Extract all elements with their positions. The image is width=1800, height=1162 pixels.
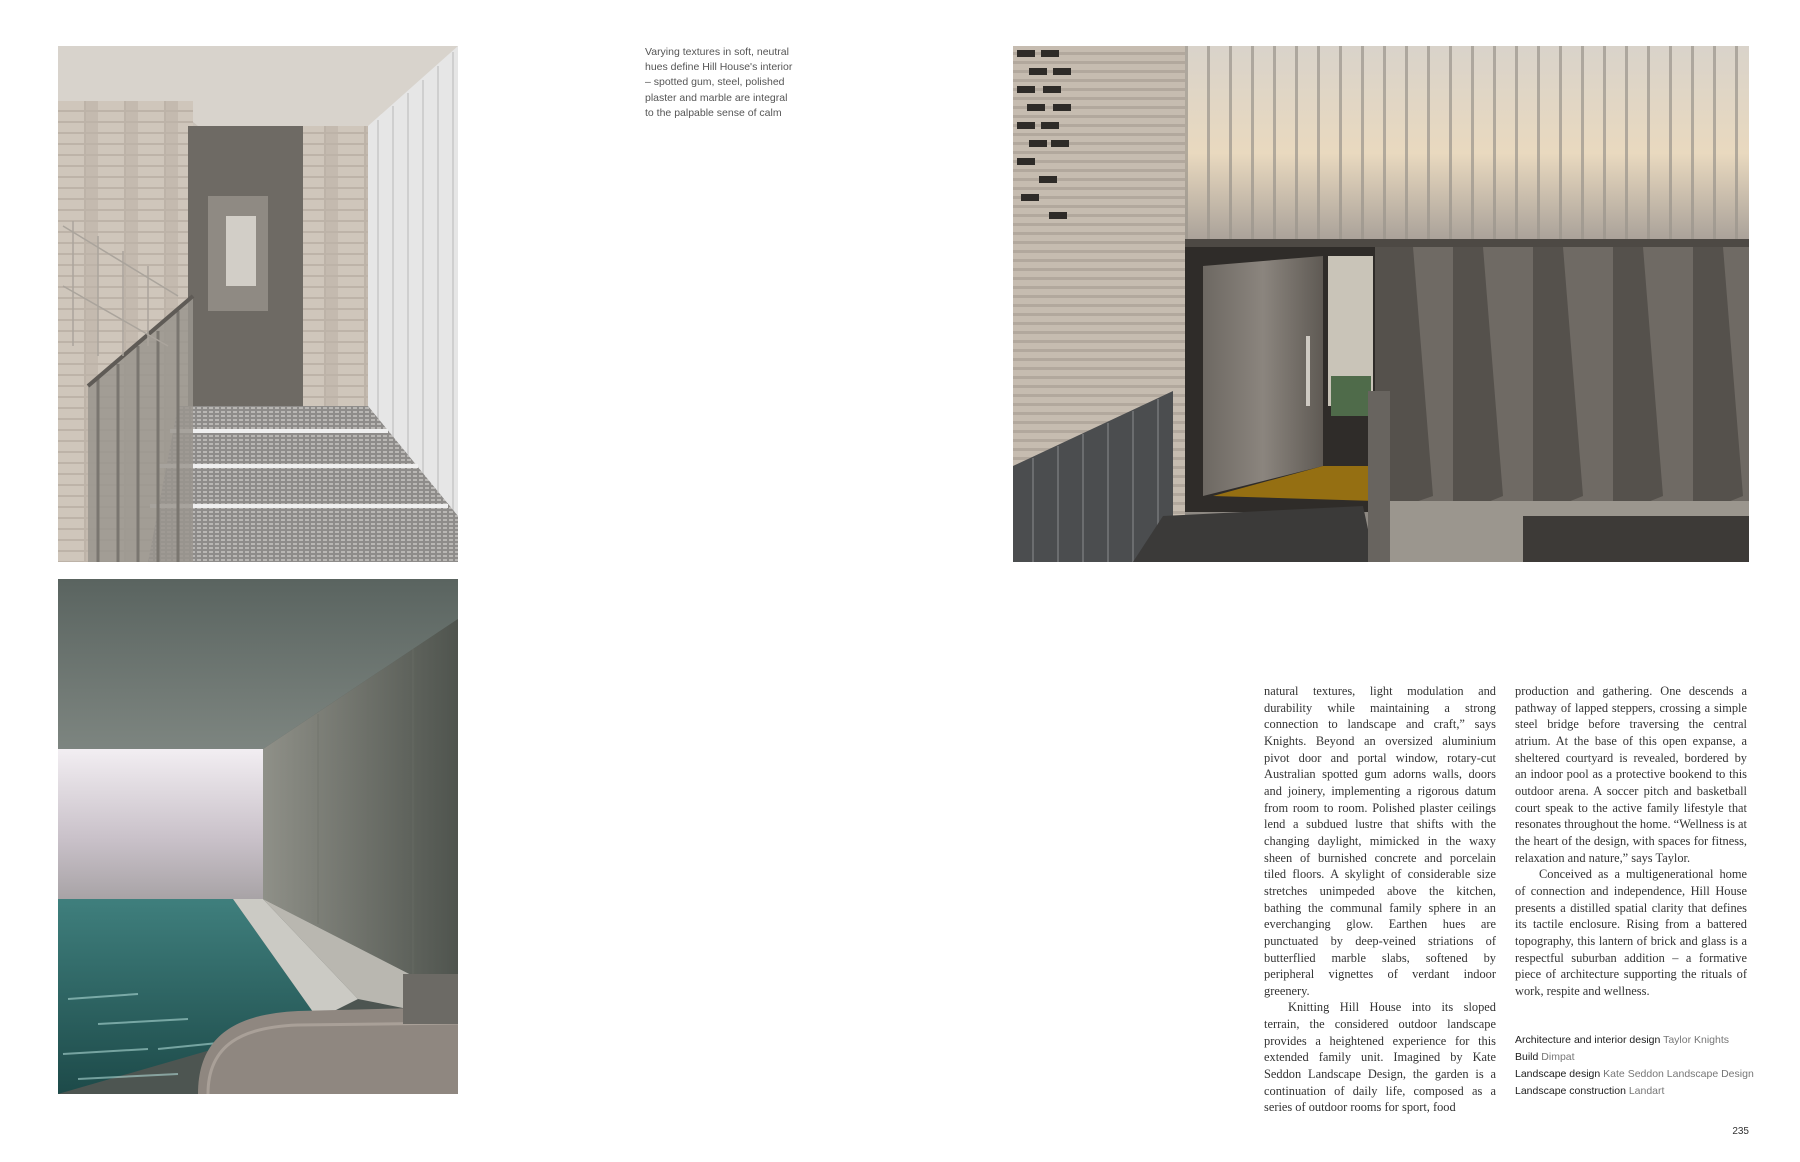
photo-caption <box>645 45 805 121</box>
credit-line <box>1515 1032 1755 1049</box>
credit-role: Architecture and interior design <box>1515 1034 1661 1046</box>
credit-role: Landscape construction <box>1515 1085 1626 1097</box>
credit-role: Build <box>1515 1051 1539 1063</box>
body-column-1 <box>1264 683 1496 1116</box>
caption-line: – spotted gum, steel, polished <box>645 76 785 89</box>
credit-line <box>1515 1049 1755 1066</box>
credit-name: Dimpat <box>1541 1051 1575 1063</box>
credit-name: Landart <box>1628 1085 1665 1097</box>
project-credits <box>1515 1032 1755 1100</box>
body-paragraph: Conceived as a multigenerational home of connection and independence, Hill House presents a distilled spatial clarity that defines its tactile enclosure. Rising from a battered topography, this lantern of brick and glass is a respectful suburban addition – a formative piece of architecture supporting the rituals of work, respite and wellness. <box>1515 867 1747 998</box>
body-paragraph: natural textures, light modulation and durability while maintaining a strong connection to landscape and craft,” says Knights. Beyond an oversized aluminium pivot door and portal window, rotary-cut Australian spotted gum adorns walls, doors and joinery, implementing a rigorous datum from room to room. Polished plaster ceilings lend a subdued lustre that shifts with the changing daylight, mimicked in the waxy sheen of burnished concrete and porcelain tiled floors. A skylight of considerable size stretches unimpeded above the kitchen, bathing the communal family sphere in an everchanging glow. Earthen hues are punctuated by deep-veined striations of butterflied marble slabs, softened by peripheral vignettes of verdant indoor greenery. <box>1264 684 1496 998</box>
caption-line: to the palpable sense of calm <box>645 106 782 119</box>
indoor-pool-photo <box>58 579 458 1094</box>
credit-line <box>1515 1083 1755 1100</box>
caption-line: Varying textures in soft, neutral <box>645 46 789 58</box>
corridor-photo <box>58 46 458 562</box>
caption-line: hues define Hill House's interior <box>645 61 793 74</box>
credit-name: Kate Seddon Landscape Design <box>1603 1068 1754 1080</box>
body-column-2 <box>1515 683 1747 999</box>
page-number: 235 <box>1732 1126 1749 1137</box>
entrance-photo <box>1013 46 1749 562</box>
body-paragraph: production and gathering. One descends a pathway of lapped steppers, crossing a simple steel bridge before traversing the central atrium. At the base of this open expanse, a sheltered courtyard is revealed, bordered by an indoor pool as a protective bookend to this outdoor arena. A soccer pitch and basketball court speak to the active family lifestyle that resonates throughout the home. “Wellness is at the heart of the design, with spaces for fitness, relaxation and nature,” says Taylor. <box>1515 684 1747 865</box>
caption-line: plaster and marble are integral <box>645 91 788 104</box>
body-paragraph: Knitting Hill House into its sloped terrain, the considered outdoor landscape provides a heightened experience for this extended family unit. Imagined by Kate Seddon Landscape Design, the garden is a continuation of daily life, composed as a series of outdoor rooms for sport, food <box>1264 1000 1496 1115</box>
credit-line <box>1515 1066 1755 1083</box>
credit-name: Taylor Knights <box>1663 1034 1730 1046</box>
credit-role: Landscape design <box>1515 1068 1601 1080</box>
